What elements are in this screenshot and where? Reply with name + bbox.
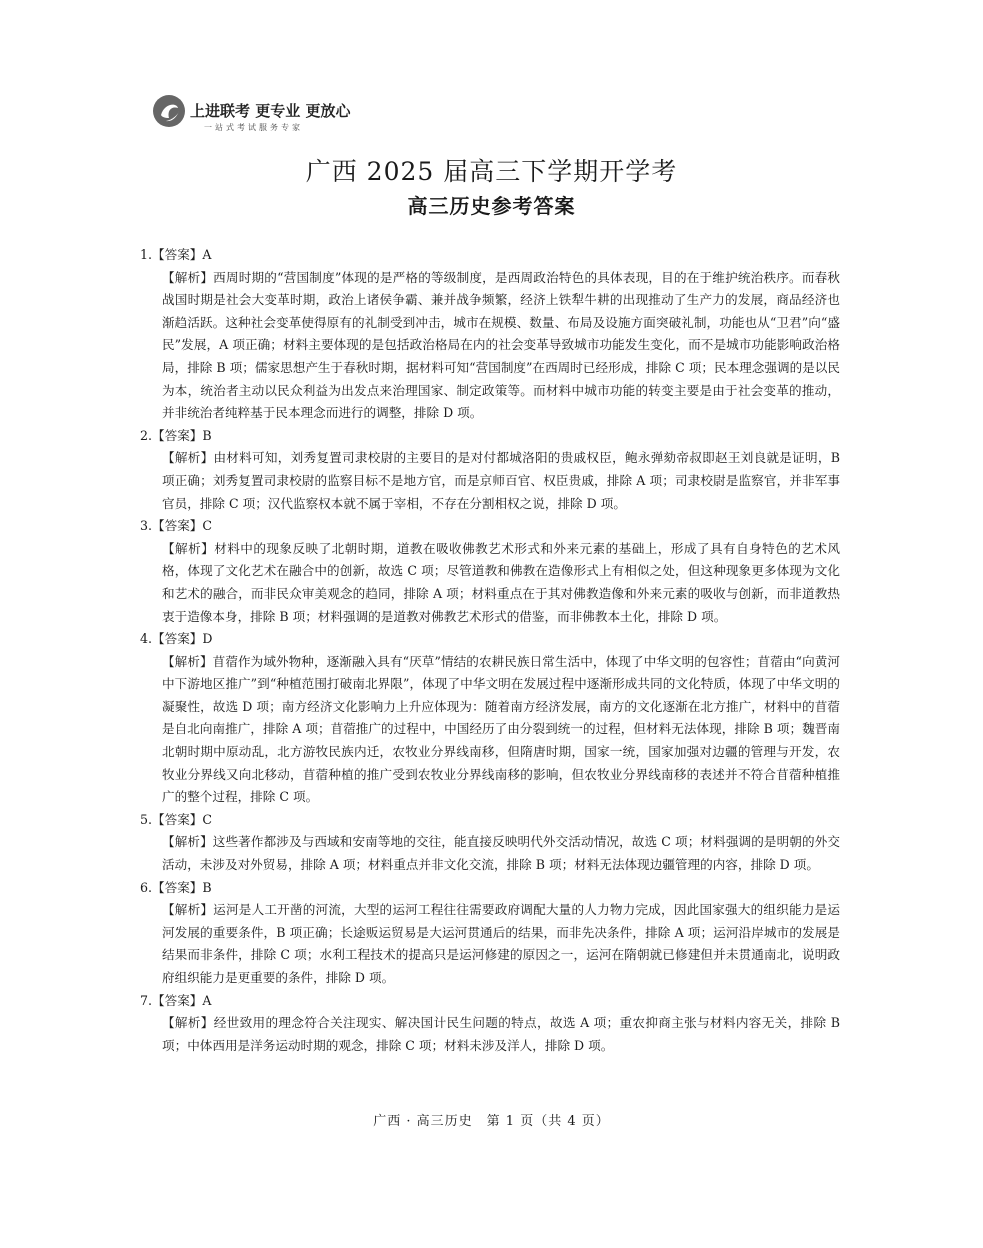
question-item xyxy=(140,809,840,877)
answer-line: 2.【答案】B xyxy=(140,427,212,443)
header-logo xyxy=(152,94,382,138)
explanation-text: 【解析】经世致用的理念符合关注现实、解决国计民生问题的特点，故选 A 项；重农抑商主张与材料内容无关，排除 B 项；中体西用是洋务运动时期的观念，排除 C 项；材料未涉及洋人，排除 D 项。 xyxy=(162,1015,840,1053)
explanation-text: 【解析】苜蓿作为域外物种，逐渐融入具有“厌草”情结的农耕民族日常生活中，体现了中华文明的包容性；苜蓿由“向黄河中下游地区推广”到“种植范围打破南北界限”，体现了中华文明在发展过程中逐渐形成共同的文化特质，体现了中华文明的凝聚性，故选 D 项；南方经济文化影响力上升应体现为：随着南方经济发展，南方的文化逐渐在北方推广，材料中的苜蓿是自北向南推广，排除 A 项；苜蓿推广的过程中，中国经历了由分裂到统一的过程，但材料无法体现，排除 B 项；魏晋南北朝时期中原动乱，北方游牧民族内迁，农牧业分界线南移，但隋唐时期，国家一统，国家加强对边疆的管理与开发，农牧业分界线又向北移动，苜蓿种植的推广受到农牧业分界线南移的影响，但农牧业分界线南移的表述并不符合苜蓿种植推广的整个过程，排除 C 项。 xyxy=(162,653,840,805)
logo-slogan: 上进联考 更专业 更放心 xyxy=(190,102,351,120)
question-item xyxy=(140,628,840,809)
page-subtitle: 高三历史参考答案 xyxy=(407,194,576,218)
answer-list xyxy=(140,244,840,1057)
answer-line: 5.【答案】C xyxy=(140,811,213,827)
explanation-text: 【解析】运河是人工开凿的河流，大型的运河工程往往需要政府调配大量的人力物力完成，因此国家强大的组织能力是运河发展的重要条件，B 项正确；长途贩运贸易是大运河贯通后的结果，而非先决条件，排除 A 项；运河沿岸城市的发展是结果而非条件，排除 C 项；水利工程技术的提高只是运河修建的原因之一，运河在隋朝就已修建但并未贯通南北，说明政府组织能力是更重要的条件，排除 D 项。 xyxy=(162,902,840,985)
question-item xyxy=(140,990,840,1058)
question-item xyxy=(140,515,840,628)
explanation-text: 【解析】西周时期的“营国制度”体现的是严格的等级制度，是西周政治特色的具体表现，目的在于维护统治秩序。而春秋战国时期是社会大变革时期，政治上诸侯争霸、兼并战争频繁，经济上铁犁牛耕的出现推动了生产力的发展，商品经济也渐趋活跃。这种社会变革使得原有的礼制受到冲击，城市在规模、数量、布局及设施方面突破礼制，功能也从“卫君”向“盛民”发展，A 项正确；材料主要体现的是包括政治格局在内的社会变革导致城市功能发生变化，而不是城市功能影响政治格局，排除 B 项；儒家思想产生于春秋时期，据材料可知“营国制度”在西周时已经形成，排除 C 项；民本理念强调的是以民为本，统治者主动以民众利益为出发点来治理国家、制定政策等。而材料中城市功能的转变主要是由于社会变革的推动，并非统治者纯粹基于民本理念而进行的调整，排除 D 项。 xyxy=(162,269,840,421)
answer-line: 3.【答案】C xyxy=(140,518,213,534)
explanation-text: 【解析】材料中的现象反映了北朝时期，道教在吸收佛教艺术形式和外来元素的基础上，形成了具有自身特色的艺术风格，体现了文化艺术在融合中的创新，故选 C 项；尽管道教和佛教在造像形式上有相似之处，但这种现象更多体现为文化和艺术的融合，而非民众审美观念的趋同，排除 A 项；材料重点在于其对佛教造像和外来元素的吸收与创新，而非道教热衷于造像本身，排除 B 项；材料强调的是道教对佛教艺术形式的借鉴，而非佛教本土化，排除 D 项。 xyxy=(162,540,840,624)
explanation-text: 【解析】这些著作都涉及与西域和安南等地的交往，能直接反映明代外交活动情况，故选 C 项；材料强调的是明朝的外交活动，未涉及对外贸易，排除 A 项；材料重点并非文化交流，排除 B 项；材料无法体现边疆管理的内容，排除 D 项。 xyxy=(162,834,840,873)
logo-tagline: 一站式考试服务专家 xyxy=(204,123,303,132)
answer-line: 6.【答案】B xyxy=(140,879,212,895)
page-footer: 广西 · 高三历史 第 1 页（共 4 页） xyxy=(373,1114,610,1129)
answer-line: 1.【答案】A xyxy=(140,247,212,262)
logo-swirl-icon xyxy=(152,94,186,128)
question-item xyxy=(140,244,840,425)
explanation-text: 【解析】由材料可知，刘秀复置司隶校尉的主要目的是对付都城洛阳的贵戚权臣，鲍永弹劾帝叔即赵王刘良就是证明，B 项正确；刘秀复置司隶校尉的监察目标不是地方官，而是京师百官、权臣贵戚，排除 A 项；司隶校尉是监察官，并非军事官员，排除 C 项；汉代监察权本就不属于宰相，不存在分割相权之说，排除 D 项。 xyxy=(162,450,840,511)
answer-line: 7.【答案】A xyxy=(140,992,212,1008)
question-item xyxy=(140,425,840,515)
page-title: 广西 2025 届高三下学期开学考 xyxy=(305,157,678,186)
question-item xyxy=(140,877,840,990)
answer-line: 4.【答案】D xyxy=(140,631,213,647)
